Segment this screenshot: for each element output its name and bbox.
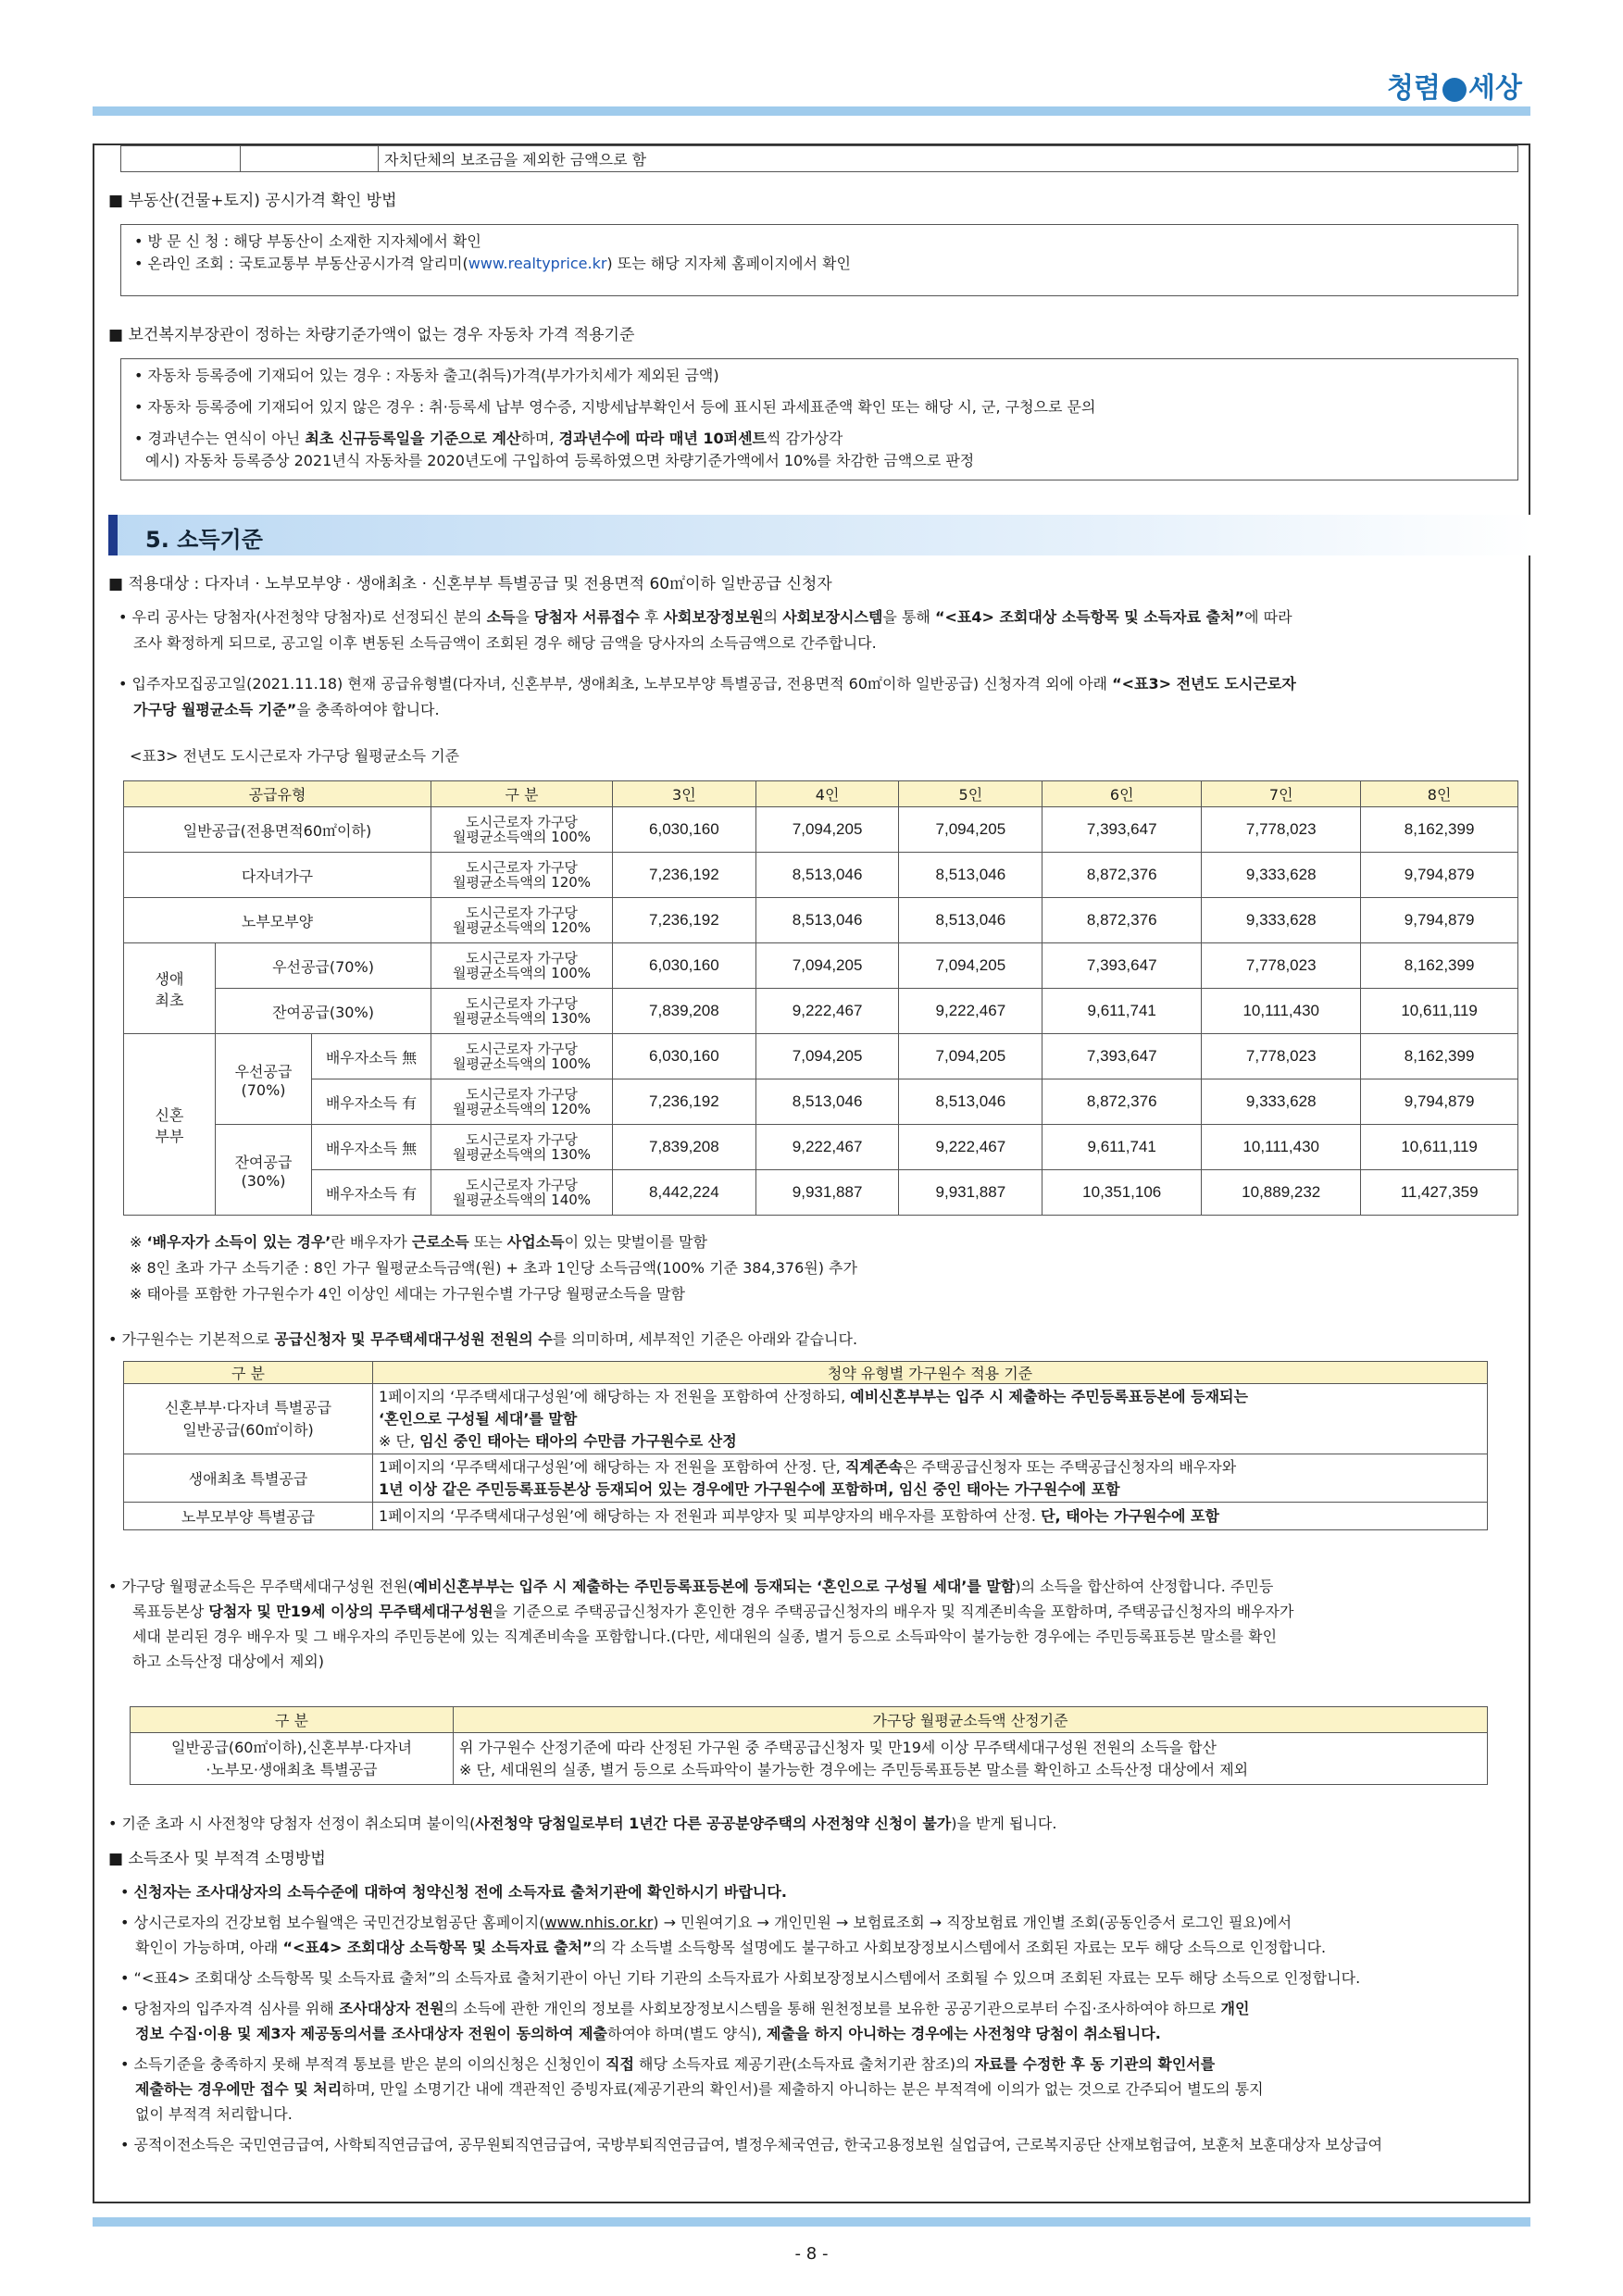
income-table (123, 780, 1518, 1216)
remain-label: 잔여공급 (30%) (216, 1125, 312, 1216)
section-header (108, 515, 1534, 555)
th-category: 구 분 (431, 781, 613, 807)
table-row: 노부모부양 특별공급 1페이지의 ‘무주택세대구성원’에 해당하는 자 전원과 피부양자 및 피부양자의 배우자를 포함하여 산정. 단, 태아는 가구원수에 포함 (124, 1503, 1488, 1530)
para-criteria: • 입주자모집공고일(2021.11.18) 현재 공급유형별(다자녀, 신혼부부, 생애최초, 노부모부양 특별공급, 전용면적 60㎡이하 일반공급) 신청자격 외에 아래 “<표3> 전년도 도시근로자 가구당 월평균소득 기준”을 충족하여야 합니다. (119, 673, 1535, 721)
survey-heading: ■ 소득조사 및 부적격 소명방법 (108, 1848, 326, 1871)
note-fetus: ※ 태아를 포함한 가구원수가 4인 이상인 세대는 가구원수별 가구당 월평균소득을 말함 (130, 1285, 685, 1303)
top-divider (93, 106, 1530, 116)
property-heading: ■ 부동산(건물+토지) 공시가격 확인 방법 (108, 190, 397, 213)
cancel-note: • 기준 초과 시 사전청약 당첨자 선정이 취소되며 불이익(사전청약 당첨일로부터 1년간 다른 공공분양주택의 사전청약 신청이 불가)을 받게 됩니다. (108, 1813, 1056, 1835)
priority-label: 우선공급 (70%) (216, 1034, 312, 1125)
th-5p: 5인 (899, 781, 1042, 807)
th-6p: 6인 (1042, 781, 1202, 807)
car-item-3: • 경과년수는 연식이 아닌 최초 신규등록일을 기준으로 계산하며, 경과년수에 따라 매년 10퍼센트씩 감가상각 (134, 428, 1504, 450)
table-row: 일반공급(전용면적60㎡이하) 도시근로자 가구당 월평균소득액의 100% 6,030,160 7,094,205 7,094,205 7,393,647 7,778,023 8,162,399 (124, 807, 1518, 853)
target-heading: ■ 적용대상 : 다자녀 · 노부모부양 · 생애최초 · 신혼부부 특별공급 및 전용면적 60㎡이하 일반공급 신청자 (108, 573, 832, 596)
table-row: 잔여공급 (30%) 배우자소득 無 도시근로자 가구당 월평균소득액의 130% 7,839,208 9,222,467 9,222,467 9,611,741 10,111,430 10,611,119 (124, 1125, 1518, 1170)
note-spouse: ※ ‘배우자가 소득이 있는 경우’란 배우자가 근로소득 또는 사업소득이 있는 맞벌이를 말함 (130, 1233, 707, 1251)
household-intro: • 가구원수는 기본적으로 공급신청자 및 무주택세대구성원 전원의 수를 의미하며, 세부적인 기준은 아래와 같습니다. (108, 1329, 857, 1351)
para-income-check: • 우리 공사는 당첨자(사전청약 당첨자)로 선정되신 분의 소득을 당첨자 서류접수 후 사회보장정보원의 사회보장시스템을 통해 “<표4> 조회대상 소득항목 및 소득자료 출처”에 따라 조사 확정하게 되므로, 공고일 이후 변동된 소득금액이 조회된 경우 해당 금액을 당사자의 소득금액으로 간주합니다. (119, 606, 1535, 655)
survey-list: • 신청자는 조사대상자의 소득수준에 대하여 청약신청 전에 소득자료 출처기관에 확인하시기 바랍니다. • 상시근로자의 건강보험 보수월액은 국민건강보험공단 홈페이지(www.nhis.or.kr) → 민원여기요 → 개인민원 → 보험료조회 → 직장보험료 개인별 조회(공동인증서 로그인 필요)에서 확인이 가능하며, 아래 “<표4> 조회대상 소득항목 및 소득자료 출처”의 각 소득별 소득항목 설명에도 불구하고 사회보장정보시스템에서 조회된 자료는 모두 해당 소득으로 인정합니다. • “<표4> 조회대상 소득항목 및 소득자료 출처”의 소득자료 출처기관이 아닌 기타 기관의 소득자료가 사회보장정보시스템에서 조회될 수 있으며 조회된 자료는 모두 해당 소득으로 인정합니다. • 당첨자의 입주자격 심사를 위해 조사대상자 전원의 소득에 관한 개인의 정보를 사회보장정보시스템을 통해 원천정보를 보유한 공공기관으로부터 수집·조사하여야 하므로 개인 정보 수집·이용 및 제3자 제공동의서를 조사대상자 전원이 동의하여 제출하여야 하며(별도 양식), 제출을 하지 아니하는 경우에는 사전청약 당첨이 취소됩니다. • 소득기준을 충족하지 못해 부적격 통보를 받은 분의 이의신청은 신청인이 직접 해당 소득자료 제공기관(소득자료 출처기관 참조)의 자료를 수정한 후 동 기관의 확인서를 제출하는 경우에만 접수 및 처리하며, 만일 소명기간 내에 객관적인 증빙자료(제공기관의 확인서)를 제출하지 아니하는 분은 부적격에 이의가 없는 것으로 간주되어 별도의 통지 없이 부적격 처리합니다. • 공적이전소득은 국민연금급여, 사학퇴직연금급여, 공무원퇴직연금급여, 국방부퇴직연금급여, 별정우체국연금, 한국고용정보원 실업급여, 근로복지공단 산재보험급여, 보훈처 보훈대상자 보상급여 (120, 1879, 1537, 2157)
table-row: 생애 최초 우선공급(70%) 도시근로자 가구당 월평균소득액의 100% 6,030,160 7,094,205 7,094,205 7,393,647 7,778,023 8,162,399 (124, 943, 1518, 989)
sinhon-label: 신혼 부부 (124, 1034, 216, 1216)
property-item-online: • 온라인 조회 : 국토교통부 부동산공시가격 알리미(www.realtyprice.kr) 또는 해당 지자체 홈페이지에서 확인 (134, 253, 1504, 275)
car-box (120, 358, 1518, 480)
car-item-1: • 자동차 등록증에 기재되어 있는 경우 : 자동차 출고(취득)가격(부가가치세가 제외된 금액) (134, 365, 1504, 387)
table-row: 신혼부부·다자녀 특별공급 일반공급(60㎡이하) 1페이지의 ‘무주택세대구성원’에 해당하는 자 전원을 포함하여 산정하되, 예비신혼부부는 입주 시 제출하는 주민등록표등본에 등재되는 ‘혼인으로 구성될 세대’를 말함 ※ 단, 임신 중인 태아는 태아의 수만큼 가구원수로 산정 (124, 1384, 1488, 1454)
table3-caption: <표3> 전년도 도시근로자 가구당 월평균소득 기준 (130, 747, 460, 765)
household-table: 구 분 청약 유형별 가구원수 적용 기준 신혼부부·다자녀 특별공급 일반공급(60㎡이하) 1페이지의 ‘무주택세대구성원’에 해당하는 자 전원을 포함하여 산정하되, 예비신혼부부는 입주 시 제출하는 주민등록표등본에 등재되는 ‘혼인으로 구성될 세대’를 말함 ※ 단, 임신 중인 태아는 태아의 수만큼 가구원수로 산정 생애최초 특별공급 1페이지의 ‘무주택세대구성원’에 해당하는 자 전원을 포함하여 산정. 단, 직계존속은 주택공급신청자 또는 주택공급신청자의 배우자와 1년 이상 같은 주민등록표등본상 등재되어 있는 경우에만 가구원수에 포함하며, 임신 중인 태아는 가구원수에 포함 노부모부양 특별공급 1페이지의 ‘무주택세대구성원’에 해당하는 자 전원과 피부양자 및 피부양자의 배우자를 포함하여 산정. 단, 태아는 가구원수에 포함 (123, 1361, 1488, 1530)
table-row: 일반공급(60㎡이하),신혼부부·다자녀 ·노부모·생애최초 특별공급 위 가구원수 산정기준에 따라 산정된 가구원 중 주택공급신청자 및 만19세 이상 무주택세대구성원 전원의 소득을 합산 ※ 단, 세대원의 실종, 별거 등으로 소득파악이 불가능한 경우에는 주민등록표등본 말소를 확인하고 소득산정 대상에서 제외 (131, 1733, 1488, 1785)
table-row: 생애최초 특별공급 1페이지의 ‘무주택세대구성원’에 해당하는 자 전원을 포함하여 산정. 단, 직계존속은 주택공급신청자 또는 주택공급신청자의 배우자와 1년 이상 같은 주민등록표등본상 등재되어 있는 경우에만 가구원수에 포함하며, 임신 중인 태아는 가구원수에 포함 (124, 1454, 1488, 1503)
car-item-2: • 자동차 등록증에 기재되어 있지 않은 경우 : 취·등록세 납부 영수증, 지방세납부확인서 등에 표시된 과세표준액 확인 또는 해당 시, 군, 구청으로 문의 (134, 396, 1504, 418)
table-row: 배우자소득 有 도시근로자 가구당 월평균소득액의 140% 8,442,224 9,931,887 9,931,887 10,351,106 10,889,232 11,427,359 (124, 1170, 1518, 1216)
th-3p: 3인 (613, 781, 756, 807)
subsidy-table-row (120, 145, 1518, 172)
table-row: 배우자소득 有 도시근로자 가구당 월평균소득액의 120% 7,236,192 8,513,046 8,513,046 8,872,376 9,333,628 9,794,879 (124, 1079, 1518, 1125)
subsidy-text: 자치단체의 보조금을 제외한 금액으로 함 (379, 146, 1518, 172)
th-8p: 8인 (1361, 781, 1518, 807)
car-example: 예시) 자동차 등록증상 2021년식 자동차를 2020년도에 구입하여 등록하였으면 차량기준가액에서 10%를 차감한 금액으로 판정 (145, 452, 975, 469)
saengae-label: 생애 최초 (124, 943, 216, 1034)
bottom-divider (93, 2217, 1530, 2227)
note-over8: ※ 8인 초과 가구 소득기준 : 8인 가구 월평균소득금액(원) + 초과 1인당 소득금액(100% 기준 384,376원) 추가 (130, 1259, 857, 1277)
table-row: 잔여공급(30%) 도시근로자 가구당 월평균소득액의 130% 7,839,208 9,222,467 9,222,467 9,611,741 10,111,430 10,611,119 (124, 989, 1518, 1034)
realtyprice-link[interactable]: www.realtyprice.kr (468, 255, 607, 272)
monthly-table: 구 분 가구당 월평균소득액 산정기준 일반공급(60㎡이하),신혼부부·다자녀 ·노부모·생애최초 특별공급 위 가구원수 산정기준에 따라 산정된 가구원 중 주택공급신청자 및 만19세 이상 무주택세대구성원 전원의 소득을 합산 ※ 단, 세대원의 실종, 별거 등으로 소득파악이 불가능한 경우에는 주민등록표등본 말소를 확인하고 소득산정 대상에서 제외 (130, 1706, 1488, 1785)
table-row: 신혼 부부 우선공급 (70%) 배우자소득 無 도시근로자 가구당 월평균소득액의 100% 6,030,160 7,094,205 7,094,205 7,393,647 7,778,023 8,162,399 (124, 1034, 1518, 1079)
table-row: 노부모부양 도시근로자 가구당 월평균소득액의 120% 7,236,192 8,513,046 8,513,046 8,872,376 9,333,628 9,794,879 (124, 898, 1518, 943)
th-4p: 4인 (755, 781, 899, 807)
monthly-income-para: • 가구당 월평균소득은 무주택세대구성원 전원(예비신혼부부는 입주 시 제출하는 주민등록표등본에 등재되는 ‘혼인으로 구성될 세대’를 말함)의 소득을 합산하여 산정합니다. 주민등 록표등본상 당첨자 및 만19세 이상의 무주택세대구성원을 기준으로 주택공급신청자가 혼인한 경우 주택공급신청자의 배우자 및 직계존비속을 포함하며, 주택공급신청자의 배우자가 세대 분리된 경우 배우자 및 그 배우자의 주민등본에 있는 직계존비속을 포함합니다.(다만, 세대원의 실종, 별거 등으로 소득파악이 불가능한 경우에는 주민등록표등본 말소를 확인 하고 소득산정 대상에서 제외) (108, 1574, 1534, 1674)
th-7p: 7인 (1202, 781, 1361, 807)
property-box (120, 224, 1518, 296)
car-heading: ■ 보건복지부장관이 정하는 차량기준가액이 없는 경우 자동차 가격 적용기준 (108, 324, 634, 347)
property-item-visit: • 방 문 신 청 : 해당 부동산이 소재한 지자체에서 확인 (134, 231, 1504, 253)
table-row: 다자녀가구 도시근로자 가구당 월평균소득액의 120% 7,236,192 8,513,046 8,513,046 8,872,376 9,333,628 9,794,879 (124, 853, 1518, 898)
page-number: - 8 - (794, 2244, 829, 2264)
brand-logo: 청렴 세상 (1387, 72, 1522, 105)
section-title: 5. 소득기준 (145, 527, 263, 553)
th-type: 공급유형 (124, 781, 431, 807)
nhis-link[interactable]: www.nhis.or.kr (544, 1914, 654, 1931)
